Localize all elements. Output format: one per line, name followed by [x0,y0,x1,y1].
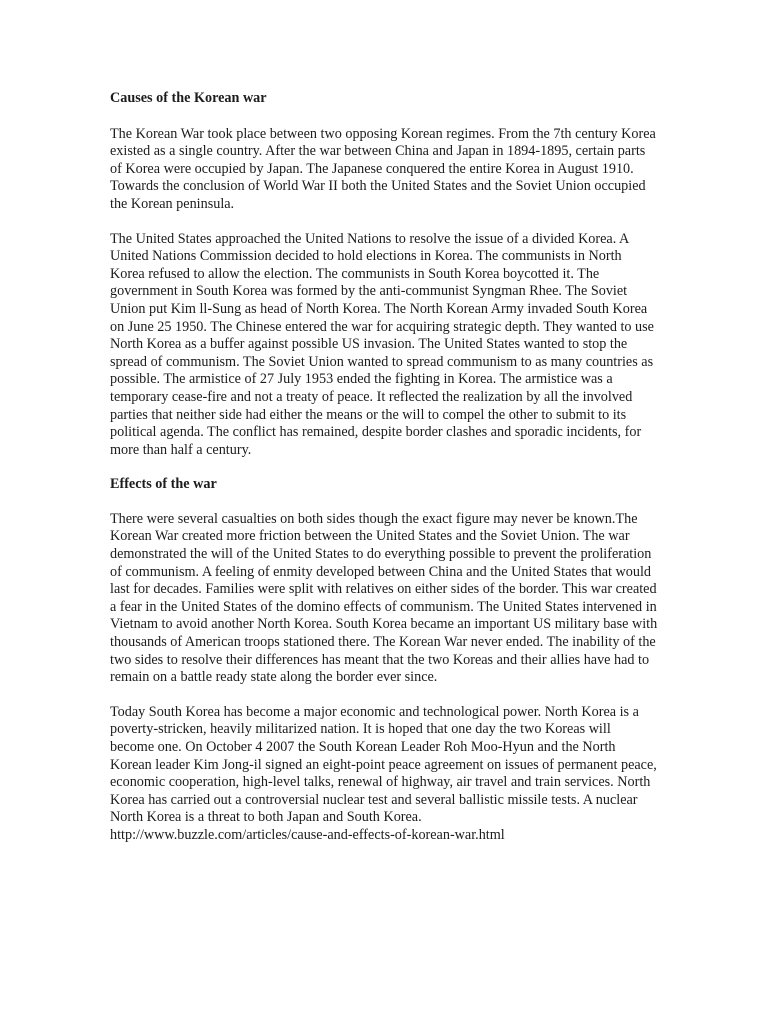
section-heading-effects: Effects of the war [110,476,217,493]
paragraph-effects: There were several casualties on both sides though the exact figure may never be known.The Korean War created more friction between the United States and the Soviet Union. The war demonstrated the will of the United States to do everything possible to prevent the proliferation of communism. A feeling of enmity developed between China and the United States that would last for decades. Families were split with relatives on either sides of the border. This war created a fear in the United States of the domino effects of communism. The United States intervened in Vietnam to avoid another North Korea. South Korea became an important US military base with thousands of American troops stationed there. The Korean War never ended. The inability of the two sides to resolve their differences has meant that the two Koreas and their allies have had to remain on a battle ready state along the border ever since. [110,510,658,686]
source-link[interactable]: http://www.buzzle.com/articles/cause-and-effects-of-korean-war.html [110,826,505,843]
document-page [110,90,658,845]
paragraph-today: Today South Korea has become a major economic and technological power. North Korea is a poverty-stricken, heavily militarized nation. It is hoped that one day the two Koreas will become one. On October 4 2007 the South Korean Leader Roh Moo-Hyun and the North Korean leader Kim Jong-il signed an eight-point peace agreement on issues of permanent peace, economic cooperation, high-level talks, renewal of highway, air travel and train services. North Korea has carried out a controversial nuclear test and several ballistic missile tests. A nuclear North Korea is a threat to both Japan and South Korea. [110,703,657,826]
section-heading-causes: Causes of the Korean war [110,90,267,106]
paragraph-division: The United States approached the United Nations to resolve the issue of a divided Korea. A United Nations Commission decided to hold elections in Korea. The communists in North Korea refused to allow the election. The communists in South Korea boycotted it. The government in South Korea was formed by the anti-communist Syngman Rhee. The Soviet Union put Kim ll-Sung as head of North Korea. The North Korean Army invaded South Korea on June 25 1950. The Chinese entered the war for acquiring strategic depth. They wanted to use North Korea as a buffer against possible US invasion. The United States wanted to stop the spread of communism. The Soviet Union wanted to spread communism to as many countries as possible. The armistice of 27 July 1953 ended the fighting in Korea. The armistice was a temporary cease-fire and not a treaty of peace. It reflected the realization by all the involved parties that neither side had either the means or the will to compel the other to submit to its political agenda. The conflict has remained, despite border clashes and sporadic incidents, for more than half a century. [110,230,654,458]
paragraph-history: The Korean War took place between two opposing Korean regimes. From the 7th century Korea existed as a single country. After the war between China and Japan in 1894-1895, certain parts of Korea were occupied by Japan. The Japanese conquered the entire Korea in August 1910. Towards the conclusion of World War II both the United States and the Soviet Union occupied the Korean peninsula. [110,125,656,212]
